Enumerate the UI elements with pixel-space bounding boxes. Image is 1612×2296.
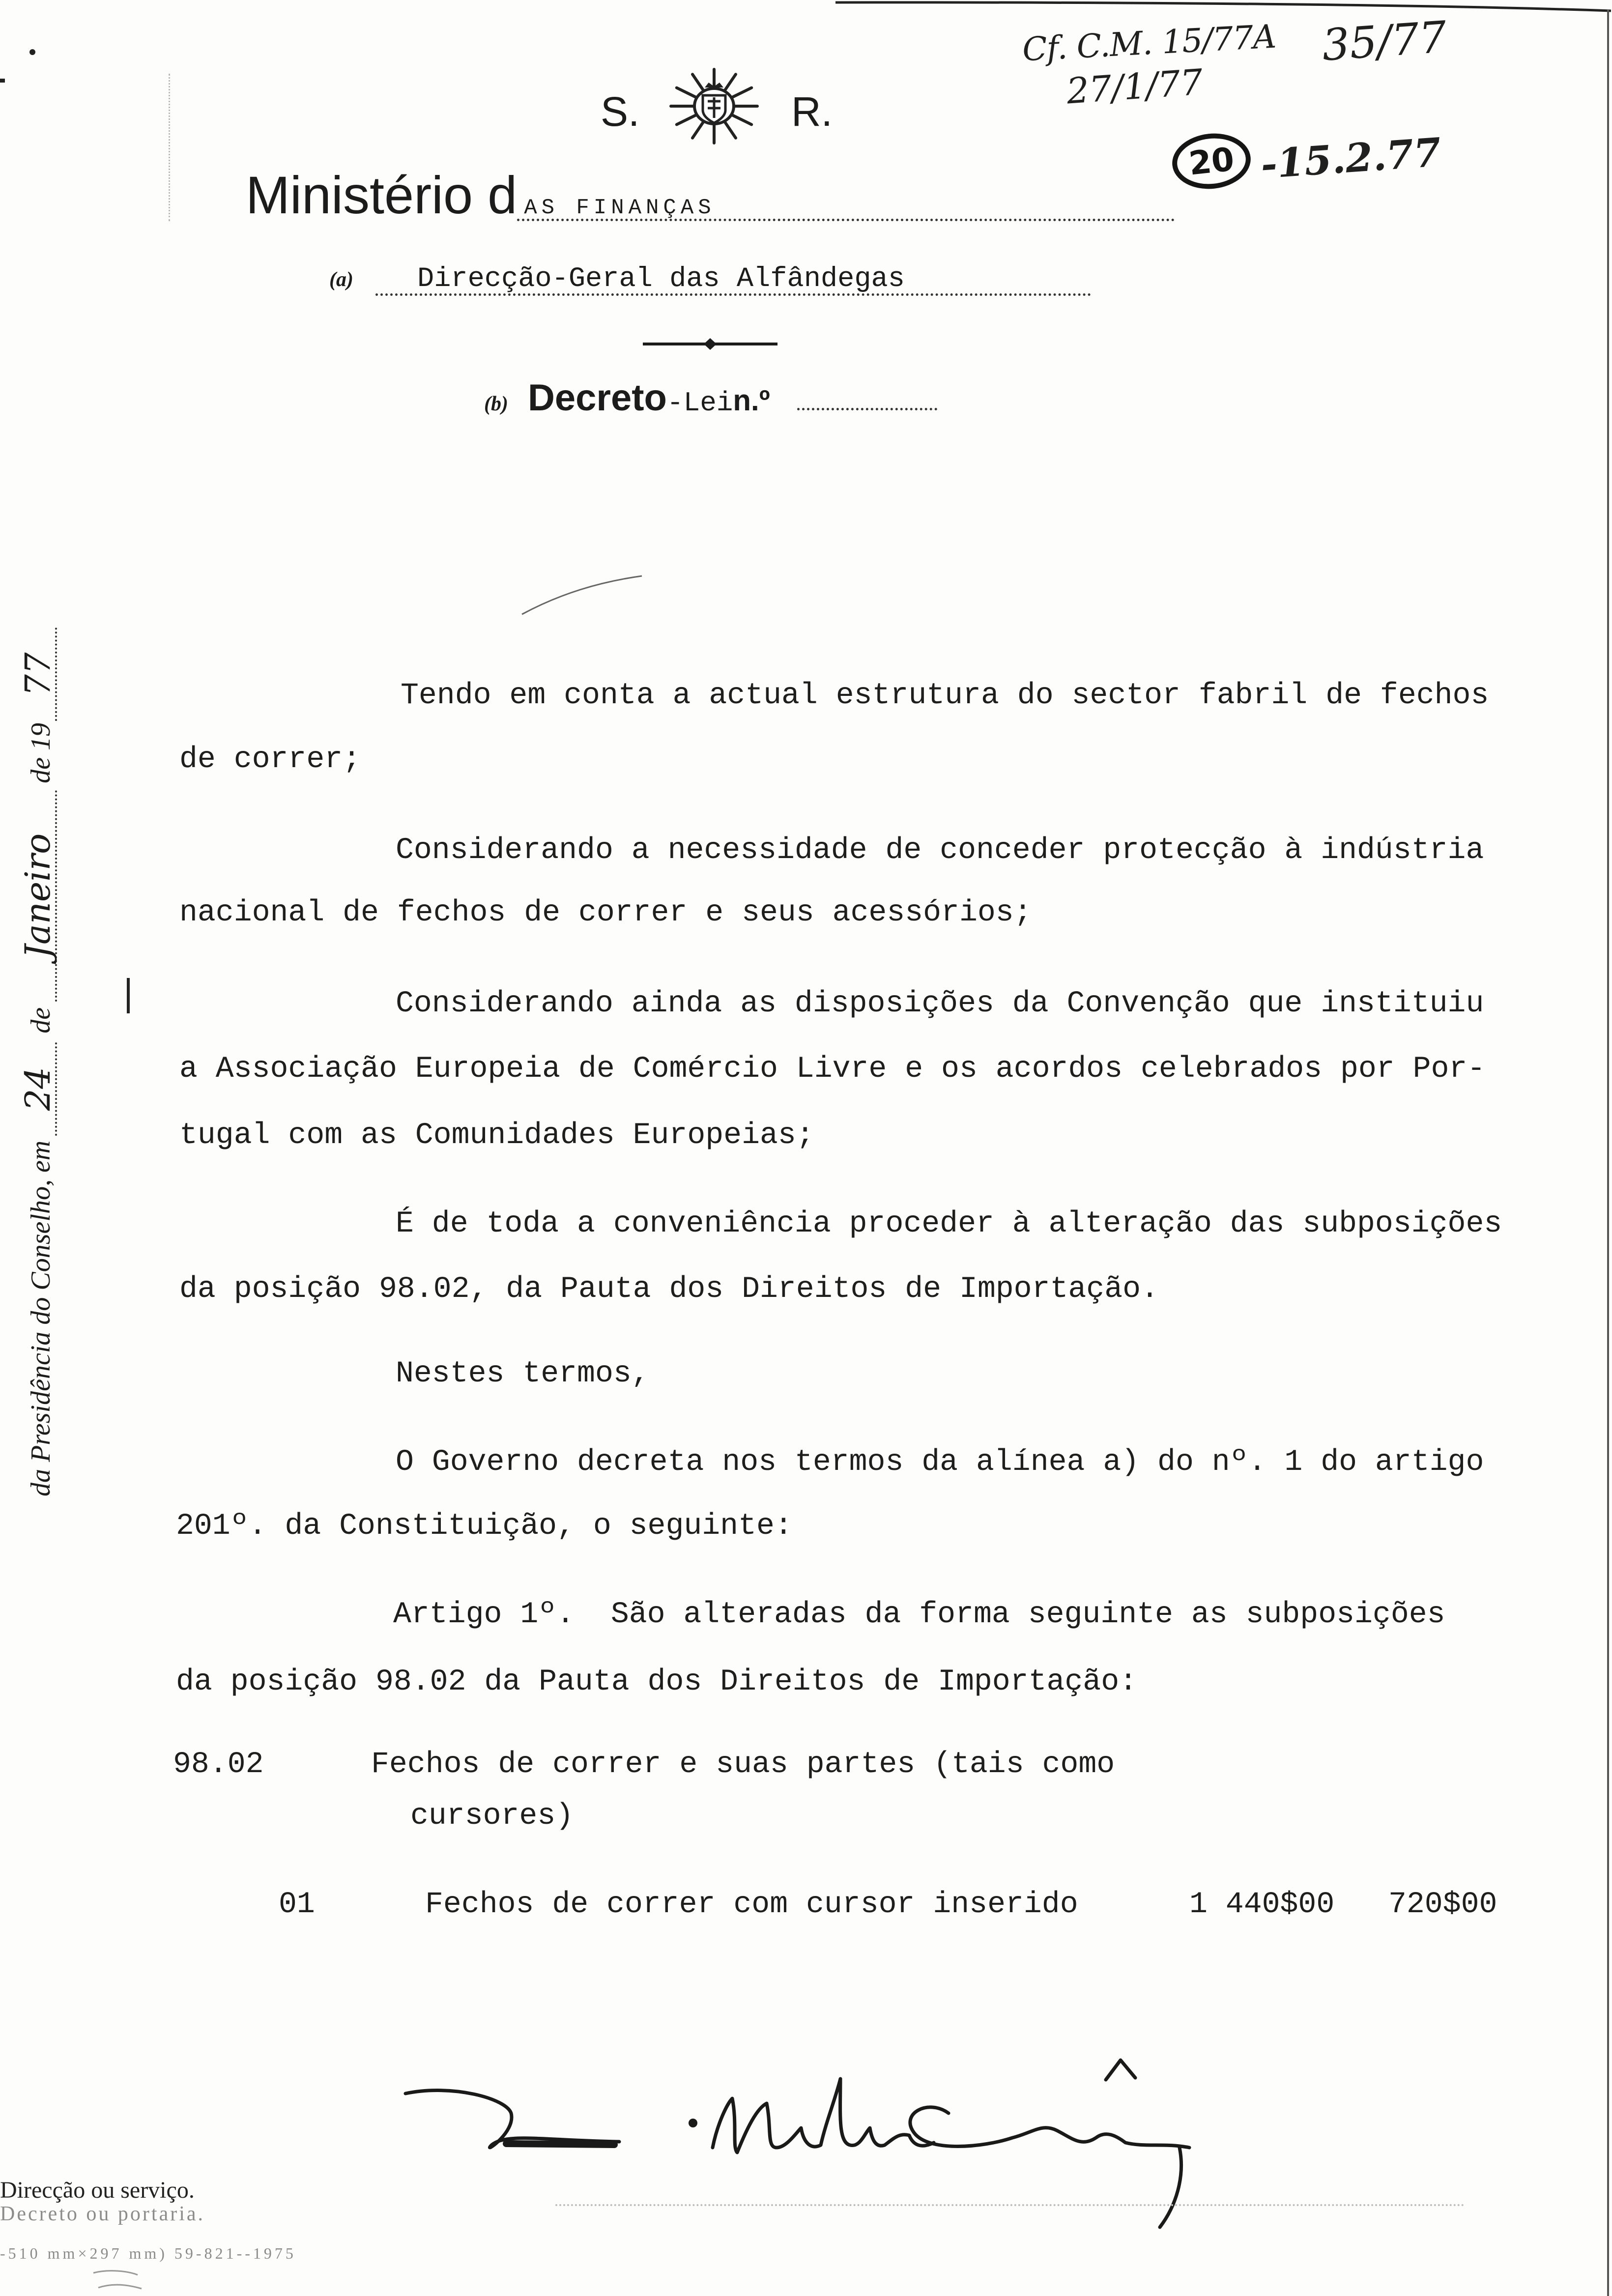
signature-stroke bbox=[689, 2119, 697, 2127]
coat-of-arms-emblem bbox=[662, 63, 766, 151]
margin-note-label: da Presidência do Conselho, em bbox=[26, 1140, 56, 1496]
scan-speck bbox=[29, 49, 35, 55]
signature-stroke bbox=[405, 2091, 619, 2148]
signature bbox=[393, 2049, 1238, 2246]
tariff-heading-description: Fechos de correr e suas partes (tais como bbox=[371, 1748, 1115, 1781]
body-line: Tendo em conta a actual estrutura do sector fabril de fechos bbox=[401, 679, 1489, 713]
margin-note-connector: de bbox=[26, 1007, 56, 1033]
scan-smudge bbox=[88, 2268, 147, 2293]
handwritten-date: 27/1/77 bbox=[1065, 61, 1205, 112]
body-line: Considerando a necessidade de conceder protecção à indústria bbox=[396, 833, 1484, 867]
decree-line bbox=[484, 379, 937, 417]
body-line: É de toda a conveniência proceder à alteração das subposições bbox=[396, 1207, 1502, 1241]
margin-pen-mark bbox=[127, 978, 130, 1013]
signature-stroke bbox=[1160, 2148, 1181, 2227]
footnote-marker-b: (b) bbox=[484, 393, 508, 415]
footnote-marker-a: (a) bbox=[329, 268, 353, 291]
margin-note-approval-date bbox=[18, 592, 70, 1496]
margin-note-year-prefix: de 19 bbox=[26, 723, 56, 783]
body-line: da posição 98.02 da Pauta dos Direitos de Importação: bbox=[176, 1665, 1138, 1699]
body-line: nacional de fechos de correr e seus acessórios; bbox=[179, 896, 1032, 930]
body-line: a Associação Europeia de Comércio Livre e os acordos celebrados por Por- bbox=[179, 1052, 1486, 1086]
tariff-row-rate-1: 1 440$00 bbox=[1189, 1888, 1335, 1922]
body-line: O Governo decreta nos termos da alínea a) do nº. 1 do artigo bbox=[396, 1445, 1484, 1479]
body-line: de correr; bbox=[179, 743, 361, 776]
ministry-line bbox=[246, 166, 1175, 225]
signature-stroke bbox=[1106, 2060, 1135, 2080]
body-line: 201º. da Constituição, o seguinte: bbox=[176, 1509, 793, 1543]
ministry-field bbox=[517, 197, 1175, 221]
margin-note-year: 77 bbox=[21, 628, 57, 721]
tariff-row-description: Fechos de correr com cursor inserido bbox=[425, 1888, 1078, 1922]
tariff-row-code: 01 bbox=[279, 1888, 315, 1922]
body-line: Nestes termos, bbox=[396, 1357, 650, 1391]
handwritten-number: 35/77 bbox=[1320, 11, 1448, 71]
scan-speck bbox=[0, 79, 5, 83]
signature-stroke bbox=[713, 2079, 934, 2152]
letterhead-initial-s: S. bbox=[601, 88, 640, 135]
handwritten-reference: Cf. C.M. 15/77A bbox=[1021, 17, 1277, 69]
tariff-heading-description-cont: cursores) bbox=[410, 1799, 574, 1833]
circled-number-text: 20 bbox=[1187, 140, 1236, 183]
ministry-label: Ministério d bbox=[246, 165, 518, 225]
print-info: -510 mm×297 mm) 59-821--1975 bbox=[0, 2244, 296, 2262]
tariff-heading-code: 98.02 bbox=[173, 1748, 264, 1781]
body-line: da posição 98.02, da Pauta dos Direitos de Importação. bbox=[179, 1272, 1159, 1306]
signature-stroke bbox=[910, 2107, 1189, 2148]
directorate-typed-value: Direcção-Geral das Alfândegas bbox=[417, 263, 905, 295]
footnote-b: Decreto ou portaria. bbox=[0, 2203, 205, 2225]
letterhead-initial-r: R. bbox=[791, 88, 833, 135]
margin-note-day: 24 bbox=[21, 1042, 57, 1136]
body-line: tugal com as Comunidades Europeias; bbox=[179, 1119, 814, 1152]
ministry-typed-value: AS FINANÇAS bbox=[524, 196, 716, 220]
directorate-field bbox=[375, 265, 1091, 296]
margin-note-month: Janeiro bbox=[21, 790, 57, 1002]
decree-typed-value: -Lei bbox=[666, 387, 733, 419]
body-line: Considerando ainda as disposições da Convenção que instituiu bbox=[396, 987, 1484, 1021]
directorate-line bbox=[329, 265, 1091, 296]
margin-fold-line bbox=[169, 74, 170, 221]
decree-label: Decreto bbox=[527, 377, 667, 419]
signature-stroke bbox=[506, 2144, 614, 2145]
circled-number bbox=[1170, 130, 1254, 193]
right-edge-line bbox=[1607, 10, 1609, 2296]
footnote-a: Direcção ou serviço. bbox=[0, 2177, 195, 2203]
decree-number-field bbox=[797, 403, 937, 410]
stray-pen-stroke bbox=[521, 574, 644, 618]
body-line: Artigo 1º. São alteradas da forma seguinte as subposições bbox=[393, 1598, 1445, 1632]
diamond-rule-divider bbox=[639, 334, 781, 354]
handwritten-received-date: -15.2.77 bbox=[1259, 129, 1443, 188]
decree-number-label: n.º bbox=[733, 384, 770, 417]
signature-dotted-line bbox=[555, 2204, 1465, 2206]
tariff-row-rate-2: 720$00 bbox=[1388, 1888, 1497, 1922]
